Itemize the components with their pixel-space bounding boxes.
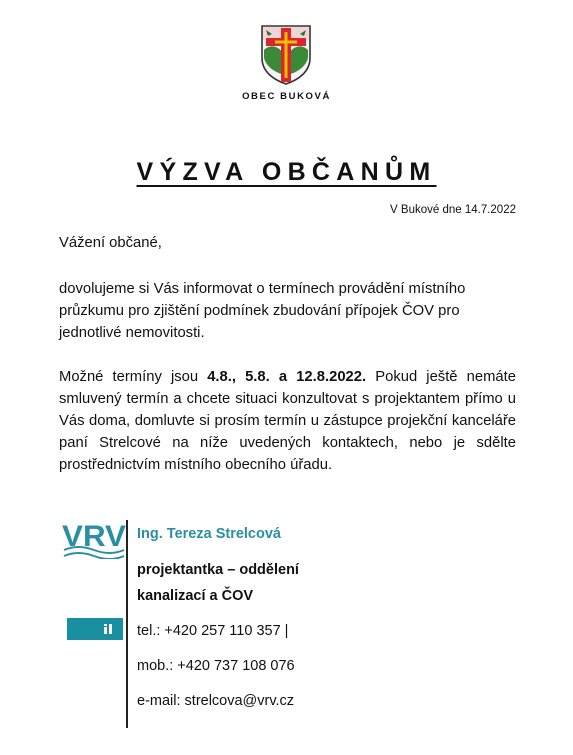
page-title-text: VÝZVA OBČANŮM bbox=[136, 158, 437, 186]
contact-name: Ing. Tereza Strelcová bbox=[137, 526, 281, 542]
paragraph-dates-before: Možné termíny jsou bbox=[59, 369, 208, 385]
vrv-logo-text: VRV bbox=[62, 520, 126, 553]
municipality-name: OBEC BUKOVÁ bbox=[242, 91, 331, 102]
phone-info-box bbox=[67, 618, 123, 640]
date-line: V Bukové dne 14.7.2022 bbox=[390, 204, 516, 216]
contact-divider bbox=[126, 520, 128, 728]
paragraph-intro: dovolujeme si Vás informovat o termínech provádění místního průzkumu pro zjištění podmínek zbudování přípojek ČOV pro jednotlivé nemovitosti. bbox=[59, 281, 466, 341]
vrv-logo-icon bbox=[62, 519, 126, 559]
contact-role-line1: projektantka – oddělení bbox=[137, 562, 299, 578]
phone-info-icon bbox=[102, 623, 114, 635]
contact-tel: tel.: +420 257 110 357 | bbox=[137, 623, 289, 639]
contact-role-line2: kanalizací a ČOV bbox=[137, 588, 254, 604]
page-title bbox=[0, 158, 573, 187]
paragraph-dates bbox=[59, 366, 516, 476]
dates-bold: 4.8., 5.8. a 12.8.2022. bbox=[207, 369, 367, 385]
contact-mobile: mob.: +420 737 108 076 bbox=[137, 658, 295, 674]
coat-of-arms-icon bbox=[258, 22, 314, 86]
contact-email[interactable]: e-mail: strelcova@vrv.cz bbox=[137, 693, 295, 709]
greeting: Vážení občané, bbox=[59, 235, 162, 251]
paragraph-dates-after: Pokud ještě nemáte smluvený termín a chcete situaci konzultovat s projektantem přímo u Vás doma, domluvte si prosím termín u zástupce projekční kanceláře paní Strelcové na níže uvedených kontaktech, nebo je sdělte prostřednictvím místního obecního úřadu. bbox=[59, 369, 516, 473]
